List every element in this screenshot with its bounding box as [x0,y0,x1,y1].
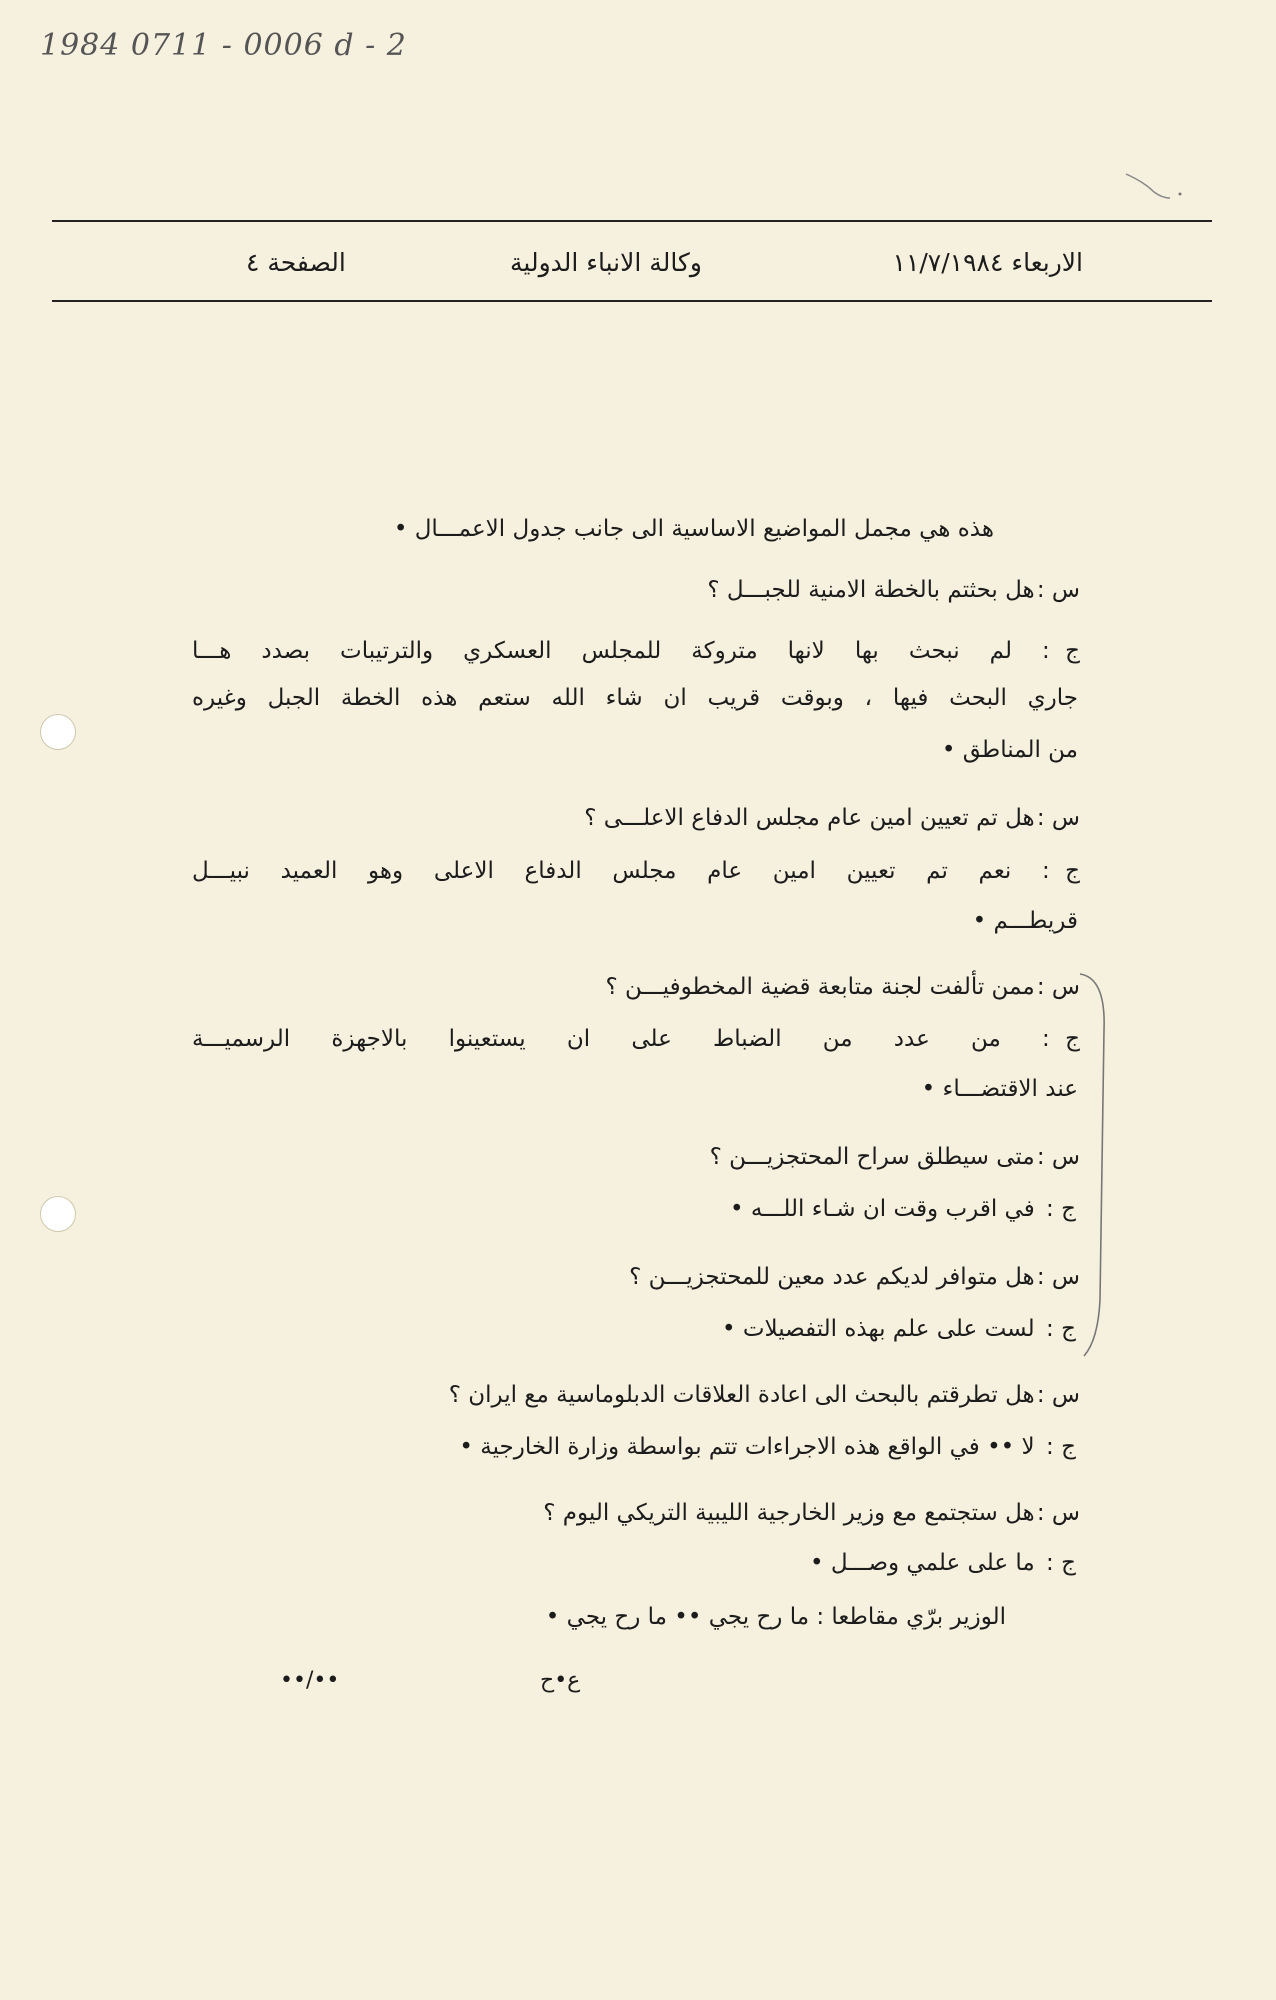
answer-text: في اقرب وقت ان شـاء اللـــه • [730,1196,1035,1222]
answer-line [459,1434,1080,1460]
answer-line [730,1196,1080,1222]
question-text: هل متوافر لديكم عدد معين للمحتجزيـــن ؟ [629,1264,1035,1290]
answer-line [722,1316,1080,1342]
answer-line [192,638,1080,664]
header-top-rule [52,220,1212,222]
question-text: متى سيطلق سراح المحتجزيـــن ؟ [709,1144,1035,1170]
question-marker: س : [1036,1500,1080,1526]
answer-marker: ج : [1042,638,1080,664]
answer-text: من عدد من الضباط على ان يستعينوا بالاجهزة الرسميـــة [192,1026,1001,1052]
footer-continuation: ••/•• [280,1668,340,1693]
punch-hole [40,714,76,750]
punch-hole [40,1196,76,1232]
question-text: هل تم تعيين امين عام مجلس الدفاع الاعلـــى ؟ [584,805,1035,831]
question-text: ممن تألفت لجنة متابعة قضية المخطوفيـــن ؟ [605,974,1035,1000]
margin-bracket-pencil [1078,970,1114,1360]
archive-reference-handwritten: 1984 0711 - 0006 d - 2 [40,28,407,63]
question-marker: س : [1036,1264,1080,1290]
footer-initials: ع•ح [540,1668,581,1693]
question-marker: س : [1036,974,1080,1000]
answer-text: نعم تم تعيين امين عام مجلس الدفاع الاعلى وهو العميد نبيـــل [192,858,1012,884]
answer-marker: ج : [1046,1196,1076,1222]
answer-text: ما على علمي وصـــل • [809,1550,1035,1576]
question-line [710,1144,1080,1170]
header-date: الاربعاء ١١/٧/١٩٨٤ [892,248,1083,277]
question-line [605,974,1080,1000]
header-bottom-rule [52,300,1212,302]
answer-marker: ج : [1042,1026,1081,1052]
answer-line [810,1550,1080,1576]
header-page-number: الصفحة ٤ [246,248,346,277]
question-line [584,805,1080,831]
question-line [543,1500,1080,1526]
answer-continuation: جاري البحث فيها ، وبوقت قريب ان شاء الله ستعم هذه الخطة الجبل وغيره [192,685,1078,711]
answer-text: لا •• في الواقع هذه الاجراءات تتم بواسطة وزارة الخارجية • [459,1434,1035,1460]
pencil-mark [1124,168,1184,208]
question-marker: س : [1036,1144,1080,1170]
question-line [707,577,1080,603]
answer-marker: ج : [1046,1550,1076,1576]
question-text: هل بحثتم بالخطة الامنية للجبـــل ؟ [707,577,1035,603]
closing-line: الوزير برّي مقاطعا : ما رح يجي •• ما رح يجي • [545,1604,1006,1630]
answer-continuation: عند الاقتضـــاء • [921,1076,1078,1102]
answer-text: لست على علم بهذه التفصيلات • [721,1316,1035,1342]
question-marker: س : [1036,577,1080,603]
answer-text: لم نبحث بها لانها متروكة للمجلس العسكري والترتيبات بصدد هـــا [192,638,1012,664]
answer-continuation: قريطـــم • [972,908,1078,934]
answer-line [192,858,1080,884]
answer-continuation: من المناطق • [941,737,1078,763]
question-text: هل تطرقتم بالبحث الى اعادة العلاقات الدبلوماسية مع ايران ؟ [448,1382,1035,1408]
question-line [449,1382,1080,1408]
header-agency: وكالة الانباء الدولية [510,248,702,277]
answer-marker: ج : [1042,858,1081,884]
answer-line [192,1026,1080,1052]
answer-marker: ج : [1046,1316,1076,1342]
intro-line: هذه هي مجمل المواضيع الاساسية الى جانب جدول الاعمـــال • [393,516,994,542]
question-line [629,1264,1080,1290]
answer-marker: ج : [1046,1434,1076,1460]
question-marker: س : [1036,805,1080,831]
question-marker: س : [1036,1382,1080,1408]
question-text: هل ستجتمع مع وزير الخارجية الليبية التريكي اليوم ؟ [543,1500,1035,1526]
